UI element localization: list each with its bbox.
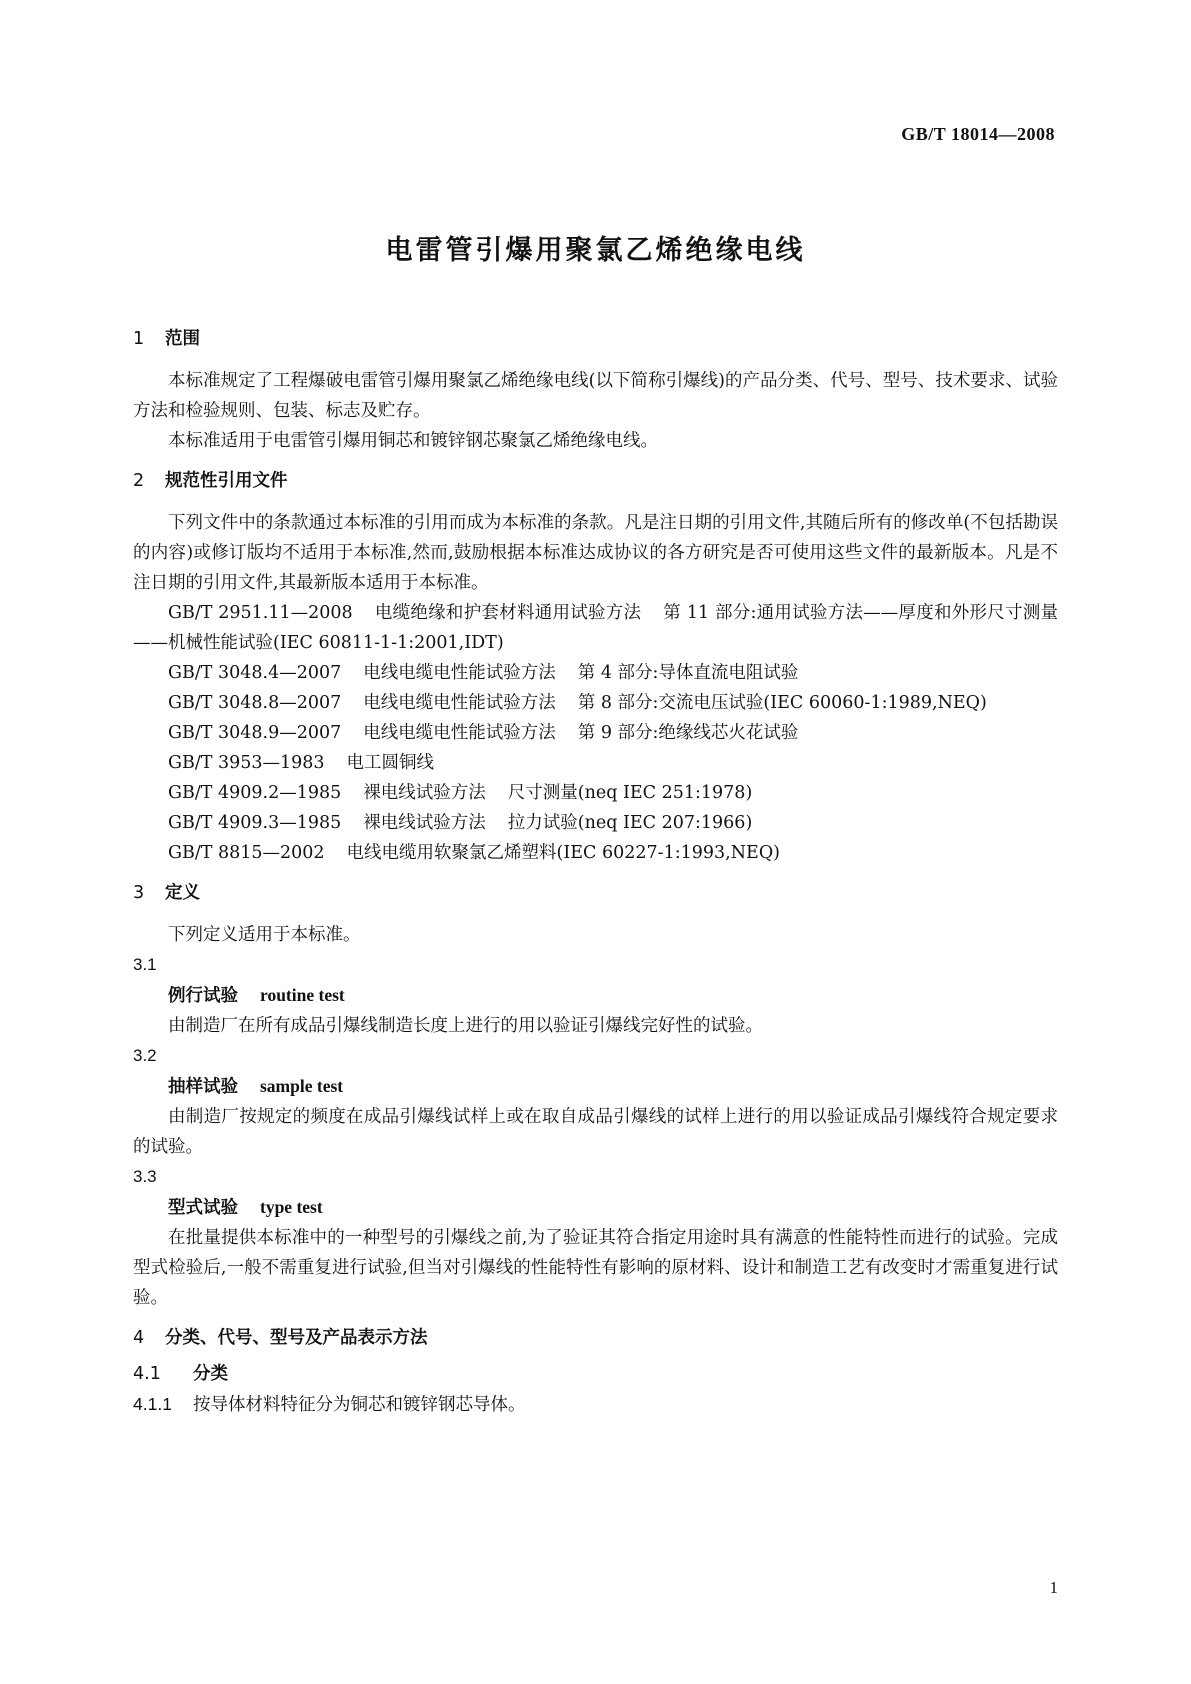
reference-item [133, 718, 1058, 748]
section-title: 分类、代号、型号及产品表示方法 [165, 1328, 428, 1348]
term-en: routine test [260, 985, 345, 1005]
reference-title: 电线电缆电性能试验方法 [363, 663, 556, 683]
paragraph: 下列文件中的条款通过本标准的引用而成为本标准的条款。凡是注日期的引用文件,其随后所有的修改单(不包括勘误的内容)或修订版均不适用于本标准,然而,鼓励根据本标准达成协议的各方研究是否可使用这些文件的最新版本。凡是不注日期的引用文件,其最新版本适用于本标准。 [133, 513, 1058, 593]
term-zh: 型式试验 [168, 1198, 238, 1218]
reference-item [133, 778, 1058, 808]
section-3-heading [133, 878, 1058, 908]
reference-part: 第 4 部分:导体直流电阻试验 [577, 663, 799, 683]
reference-title: 电线电缆用软聚氯乙烯塑料(IEC 60227-1:1993,NEQ) [346, 843, 780, 863]
reference-part: 第 11 部分:通用试验方法——厚度和外形尺寸测量——机械性能试验(IEC 60811-1-1:2001,IDT) [133, 603, 1059, 653]
clause-text: 按导体材料特征分为铜芯和镀锌钢芯导体。 [193, 1395, 526, 1415]
reference-title: 电工圆铜线 [346, 753, 435, 773]
section-title: 规范性引用文件 [165, 471, 288, 491]
subsection-number: 4.1 [133, 1364, 161, 1384]
reference-title: 电线电缆电性能试验方法 [363, 693, 556, 713]
section-4-heading [133, 1323, 1058, 1353]
term-number: 3.2 [133, 1046, 157, 1065]
reference-code: GB/T 4909.3—1985 [168, 813, 342, 833]
reference-title: 电线电缆电性能试验方法 [363, 723, 556, 743]
clause [133, 1389, 1058, 1420]
reference-part: 第 8 部分:交流电压试验(IEC 60060-1:1989,NEQ) [577, 693, 987, 713]
reference-title: 电缆绝缘和护套材料通用试验方法 [374, 603, 642, 623]
term-zh: 抽样试验 [168, 1077, 238, 1097]
reference-part: 尺寸测量(neq IEC 251:1978) [507, 783, 753, 803]
reference-part: 拉力试验(neq IEC 207:1966) [507, 813, 753, 833]
page-number: 1 [1049, 1578, 1058, 1597]
reference-title: 裸电线试验方法 [363, 783, 486, 803]
document-body [133, 324, 1058, 1420]
reference-title: 裸电线试验方法 [363, 813, 486, 833]
reference-item [133, 808, 1058, 838]
reference-item [133, 838, 1058, 868]
document-title: 电雷管引爆用聚氯乙烯绝缘电线 [385, 235, 806, 266]
section-number: 3 [133, 883, 145, 903]
term-heading [133, 1192, 1058, 1223]
reference-item [133, 598, 1058, 658]
reference-code: GB/T 2951.11—2008 [168, 603, 353, 623]
section-number: 1 [133, 329, 145, 349]
term-en: sample test [260, 1076, 344, 1096]
reference-code: GB/T 3953—1983 [168, 753, 325, 773]
reference-code: GB/T 8815—2002 [168, 843, 325, 863]
reference-code: GB/T 3048.9—2007 [168, 723, 342, 743]
reference-code: GB/T 4909.2—1985 [168, 783, 342, 803]
paragraph: 本标准适用于电雷管引爆用铜芯和镀锌钢芯聚氯乙烯绝缘电线。 [168, 431, 658, 451]
reference-item [133, 748, 1058, 778]
paragraph: 本标准规定了工程爆破电雷管引爆用聚氯乙烯绝缘电线(以下简称引爆线)的产品分类、代号、型号、技术要求、试验方法和检验规则、包装、标志及贮存。 [133, 371, 1058, 421]
term-definition: 由制造厂按规定的频度在成品引爆线试样上或在取自成品引爆线的试样上进行的用以验证成品引爆线符合规定要求的试验。 [133, 1107, 1058, 1157]
reference-code: GB/T 3048.8—2007 [168, 693, 342, 713]
section-2-heading [133, 466, 1058, 496]
section-number: 4 [133, 1328, 145, 1348]
term-number: 3.1 [133, 955, 157, 974]
term-definition: 在批量提供本标准中的一种型号的引爆线之前,为了验证其符合指定用途时具有满意的性能特性而进行的试验。完成型式检验后,一般不需重复进行试验,但当对引爆线的性能特性有影响的原材料、设计和制造工艺有改变时才需重复进行试验。 [133, 1228, 1058, 1308]
term-definition: 由制造厂在所有成品引爆线制造长度上进行的用以验证引爆线完好性的试验。 [168, 1016, 763, 1036]
subsection-heading [133, 1359, 1058, 1389]
standard-code: GB/T 18014—2008 [901, 124, 1055, 144]
term-zh: 例行试验 [168, 986, 238, 1006]
section-title: 定义 [165, 883, 200, 903]
reference-code: GB/T 3048.4—2007 [168, 663, 342, 683]
section-number: 2 [133, 471, 145, 491]
section-title: 范围 [165, 329, 200, 349]
section-1-heading [133, 324, 1058, 354]
term-en: type test [260, 1197, 323, 1217]
clause-number: 4.1.1 [133, 1394, 172, 1414]
term-number: 3.3 [133, 1167, 157, 1186]
paragraph: 下列定义适用于本标准。 [168, 925, 361, 945]
term-heading [133, 980, 1058, 1011]
subsection-title: 分类 [193, 1364, 228, 1384]
reference-item [133, 658, 1058, 688]
term-heading [133, 1071, 1058, 1102]
reference-item [133, 688, 1058, 718]
reference-part: 第 9 部分:绝缘线芯火花试验 [577, 723, 799, 743]
